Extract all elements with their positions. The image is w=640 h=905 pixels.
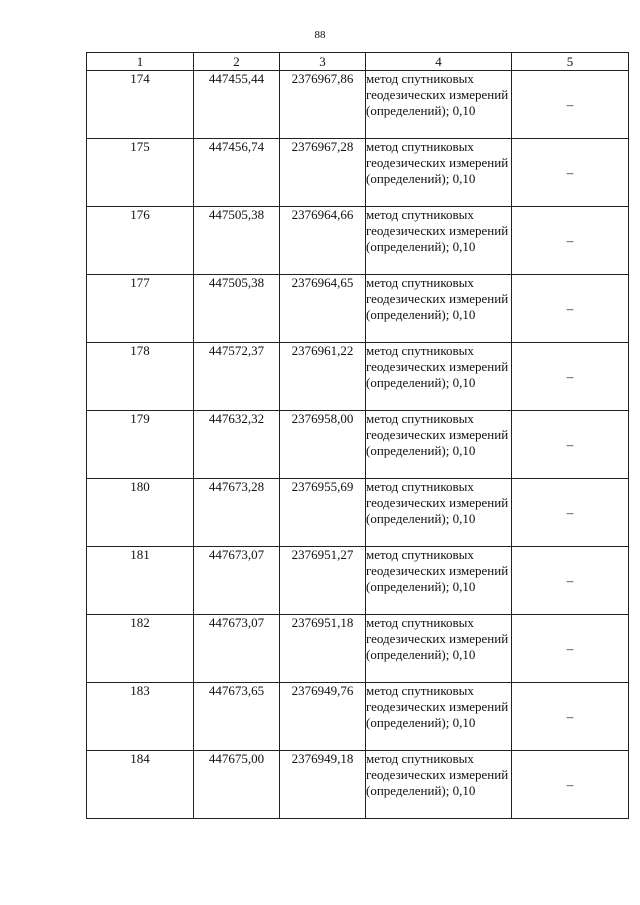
method-cell: метод спутниковых геодезических измерений (определений); 0,10 — [366, 275, 512, 343]
x-coordinate-cell: 447505,38 — [194, 207, 280, 275]
column-header-5: 5 — [512, 53, 629, 71]
method-cell: метод спутниковых геодезических измерений (определений); 0,10 — [366, 207, 512, 275]
method-cell: метод спутниковых геодезических измерений (определений); 0,10 — [366, 615, 512, 683]
column-header-4: 4 — [366, 53, 512, 71]
column-header-3: 3 — [280, 53, 366, 71]
y-coordinate-cell: 2376951,27 — [280, 547, 366, 615]
method-cell: метод спутниковых геодезических измерений (определений); 0,10 — [366, 683, 512, 751]
point-number-cell: 178 — [87, 343, 194, 411]
x-coordinate-cell: 447673,07 — [194, 547, 280, 615]
y-coordinate-cell: 2376964,66 — [280, 207, 366, 275]
x-coordinate-cell: 447505,38 — [194, 275, 280, 343]
table-row — [87, 207, 629, 275]
page-number: 88 — [314, 29, 326, 41]
table-row — [87, 615, 629, 683]
y-coordinate-cell: 2376961,22 — [280, 343, 366, 411]
method-cell: метод спутниковых геодезических измерений (определений); 0,10 — [366, 751, 512, 819]
note-cell: – — [512, 683, 629, 751]
x-coordinate-cell: 447673,65 — [194, 683, 280, 751]
x-coordinate-cell: 447673,07 — [194, 615, 280, 683]
x-coordinate-cell: 447673,28 — [194, 479, 280, 547]
point-number-cell: 175 — [87, 139, 194, 207]
point-number-cell: 177 — [87, 275, 194, 343]
note-cell: – — [512, 71, 629, 139]
y-coordinate-cell: 2376967,28 — [280, 139, 366, 207]
note-cell: – — [512, 411, 629, 479]
column-header-2: 2 — [194, 53, 280, 71]
note-cell: – — [512, 275, 629, 343]
point-number-cell: 179 — [87, 411, 194, 479]
table-row — [87, 479, 629, 547]
point-number-cell: 182 — [87, 615, 194, 683]
note-cell: – — [512, 615, 629, 683]
point-number-cell: 176 — [87, 207, 194, 275]
point-number-cell: 183 — [87, 683, 194, 751]
note-cell: – — [512, 207, 629, 275]
x-coordinate-cell: 447456,74 — [194, 139, 280, 207]
y-coordinate-cell: 2376951,18 — [280, 615, 366, 683]
y-coordinate-cell: 2376958,00 — [280, 411, 366, 479]
table-row — [87, 683, 629, 751]
column-header-1: 1 — [87, 53, 194, 71]
point-number-cell: 184 — [87, 751, 194, 819]
y-coordinate-cell: 2376964,65 — [280, 275, 366, 343]
coordinates-table — [86, 52, 629, 819]
table-body — [87, 71, 629, 819]
method-cell: метод спутниковых геодезических измерений (определений); 0,10 — [366, 343, 512, 411]
y-coordinate-cell: 2376967,86 — [280, 71, 366, 139]
table-row — [87, 139, 629, 207]
x-coordinate-cell: 447675,00 — [194, 751, 280, 819]
x-coordinate-cell: 447455,44 — [194, 71, 280, 139]
x-coordinate-cell: 447632,32 — [194, 411, 280, 479]
method-cell: метод спутниковых геодезических измерений (определений); 0,10 — [366, 479, 512, 547]
table-row — [87, 275, 629, 343]
note-cell: – — [512, 479, 629, 547]
table-row — [87, 547, 629, 615]
note-cell: – — [512, 547, 629, 615]
point-number-cell: 180 — [87, 479, 194, 547]
method-cell: метод спутниковых геодезических измерений (определений); 0,10 — [366, 547, 512, 615]
x-coordinate-cell: 447572,37 — [194, 343, 280, 411]
table-row — [87, 411, 629, 479]
table-row — [87, 751, 629, 819]
note-cell: – — [512, 343, 629, 411]
y-coordinate-cell: 2376955,69 — [280, 479, 366, 547]
y-coordinate-cell: 2376949,76 — [280, 683, 366, 751]
table-row — [87, 71, 629, 139]
method-cell: метод спутниковых геодезических измерений (определений); 0,10 — [366, 411, 512, 479]
y-coordinate-cell: 2376949,18 — [280, 751, 366, 819]
note-cell: – — [512, 139, 629, 207]
note-cell: – — [512, 751, 629, 819]
method-cell: метод спутниковых геодезических измерений (определений); 0,10 — [366, 71, 512, 139]
table-header-row — [87, 53, 629, 71]
method-cell: метод спутниковых геодезических измерений (определений); 0,10 — [366, 139, 512, 207]
table-row — [87, 343, 629, 411]
point-number-cell: 181 — [87, 547, 194, 615]
point-number-cell: 174 — [87, 71, 194, 139]
